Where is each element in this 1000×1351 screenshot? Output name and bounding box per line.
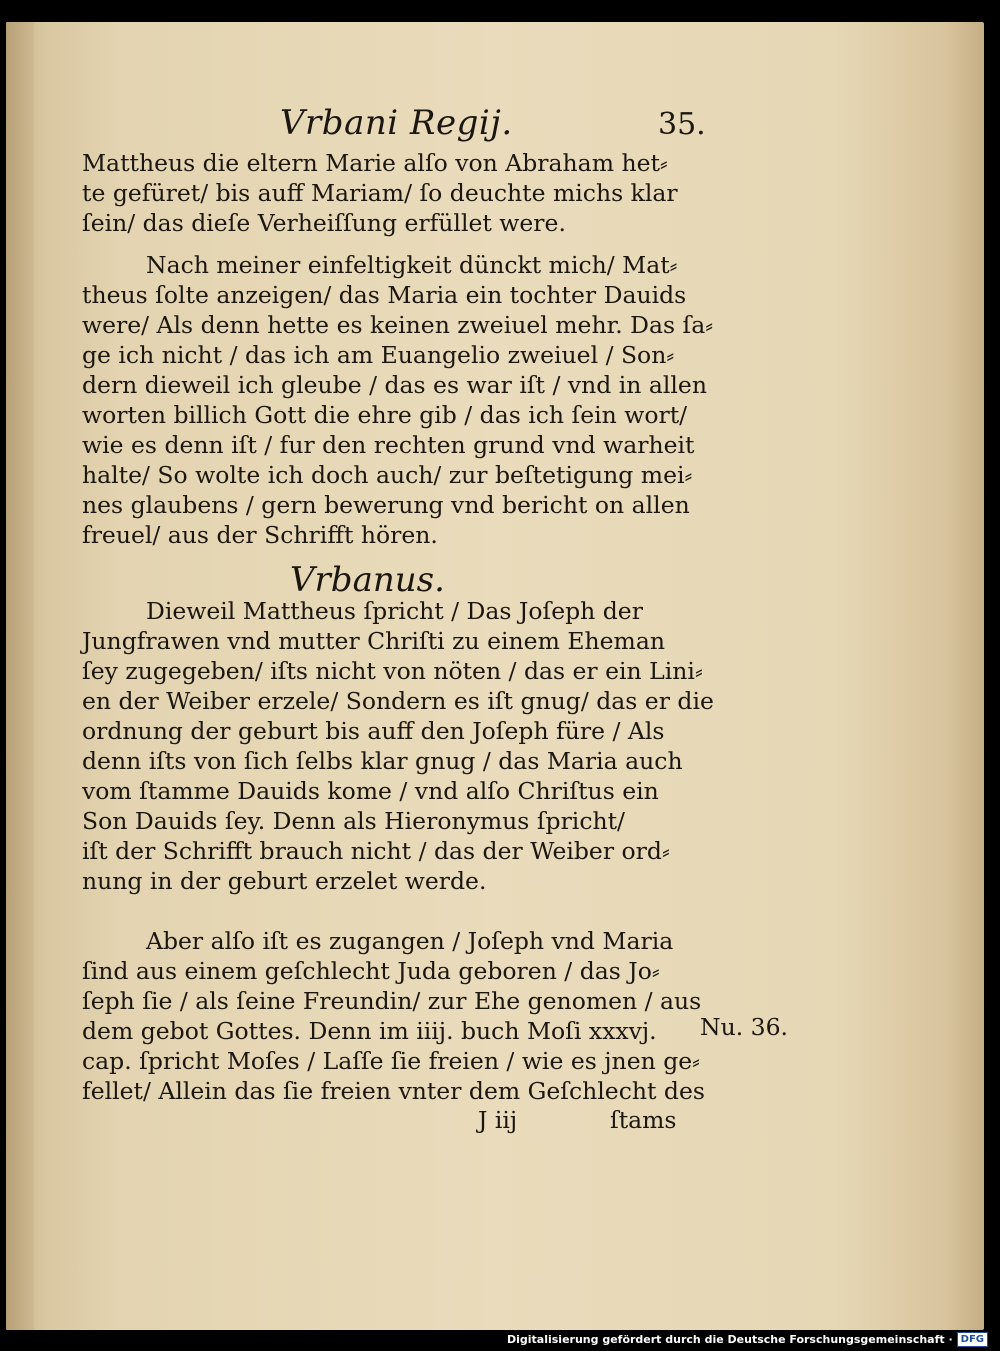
paragraph-4: [82, 926, 722, 1106]
text-line: ge ich nicht / das ich am Euangelio zweiuel / Son⸗: [82, 341, 675, 369]
catchword: ſtams: [610, 1106, 677, 1134]
text-line: theus ſolte anzeigen/ das Maria ein tochter Dauids: [82, 281, 687, 309]
text-line: nes glaubens / gern bewerung vnd bericht on allen: [82, 491, 690, 519]
margin-note: Nu. 36.: [700, 1013, 789, 1041]
text-line: Jungfrawen vnd mutter Chriſti zu einem Eheman: [82, 627, 665, 655]
text-line: nung in der geburt erzelet werde.: [82, 867, 487, 895]
text-line: halte/ So wolte ich doch auch/ zur beſtetigung mei⸗: [82, 461, 693, 489]
text-line: denn iſts von ſich ſelbs klar gnug / das Maria auch: [82, 747, 683, 775]
text-line: dern dieweil ich gleube / das es war iſt / vnd in allen: [82, 371, 707, 399]
text-line: en der Weiber erzele/ Sondern es iſt gnug/ das er die: [82, 687, 714, 715]
text-line: ſein/ das dieſe Verheiſſung erfüllet were.: [82, 209, 566, 237]
text-line: cap. ſpricht Moſes / Laſſe ſie freien / wie es jnen ge⸗: [82, 1047, 700, 1075]
text-line: ſeph ſie / als ſeine Freundin/ zur Ehe genomen / aus: [82, 987, 702, 1015]
text-line: ſind aus einem geſchlecht Juda geboren / das Jo⸗: [82, 957, 660, 985]
paragraph-3: [82, 596, 722, 896]
paragraph-1: [82, 148, 722, 238]
text-line: worten billich Gott die ehre gib / das ich ſein wort/: [82, 401, 688, 429]
text-line: ſey zugegeben/ iſts nicht von nöten / das er ein Lini⸗: [82, 657, 703, 685]
text-line: vom ſtamme Dauids kome / vnd alſo Chriſtus ein: [82, 777, 659, 805]
text-line: te gefüret/ bis auff Mariam/ ſo deuchte michs klar: [82, 179, 678, 207]
page-gutter-shadow: [6, 22, 34, 1330]
section-heading: Vrbanus.: [290, 560, 445, 600]
text-line: freuel/ aus der Schrifft hören.: [82, 521, 438, 549]
signature-mark: J iij: [478, 1106, 518, 1134]
text-line: dem gebot Gottes. Denn im iiij. buch Moſi xxxvj.: [82, 1017, 657, 1045]
text-line: Nach meiner einfeltigkeit dünckt mich/ Mat⸗: [146, 251, 678, 279]
text-line: Dieweil Mattheus ſpricht / Das Joſeph der: [146, 597, 643, 625]
running-head: Vrbani Regij.: [280, 103, 513, 143]
footer-credit-text: Digitalisierung gefördert durch die Deutsche Forschungsgemeinschaft ·: [506, 1332, 953, 1346]
text-line: iſt der Schrifft brauch nicht / das der Weiber ord⸗: [82, 837, 670, 865]
text-line: Mattheus die eltern Marie alſo von Abraham het⸗: [82, 149, 668, 177]
footer-credit: [507, 1331, 988, 1347]
text-line: ordnung der geburt bis auff den Joſeph füre / Als: [82, 717, 665, 745]
text-line: Aber alſo iſt es zugangen / Joſeph vnd Maria: [146, 927, 674, 955]
text-line: wie es denn iſt / fur den rechten grund vnd warheit: [82, 431, 695, 459]
dfg-logo-icon[interactable]: DFG: [957, 1332, 988, 1347]
page-header: [80, 103, 720, 147]
text-line: fellet/ Allein das ſie freien vnter dem Geſchlecht des: [82, 1077, 705, 1105]
text-line: were/ Als denn hette es keinen zweiuel mehr. Das ſa⸗: [82, 311, 714, 339]
page-number: 35.: [658, 107, 706, 142]
paragraph-2: [82, 250, 722, 550]
text-line: Son Dauids ſey. Denn als Hieronymus ſpricht/: [82, 807, 625, 835]
